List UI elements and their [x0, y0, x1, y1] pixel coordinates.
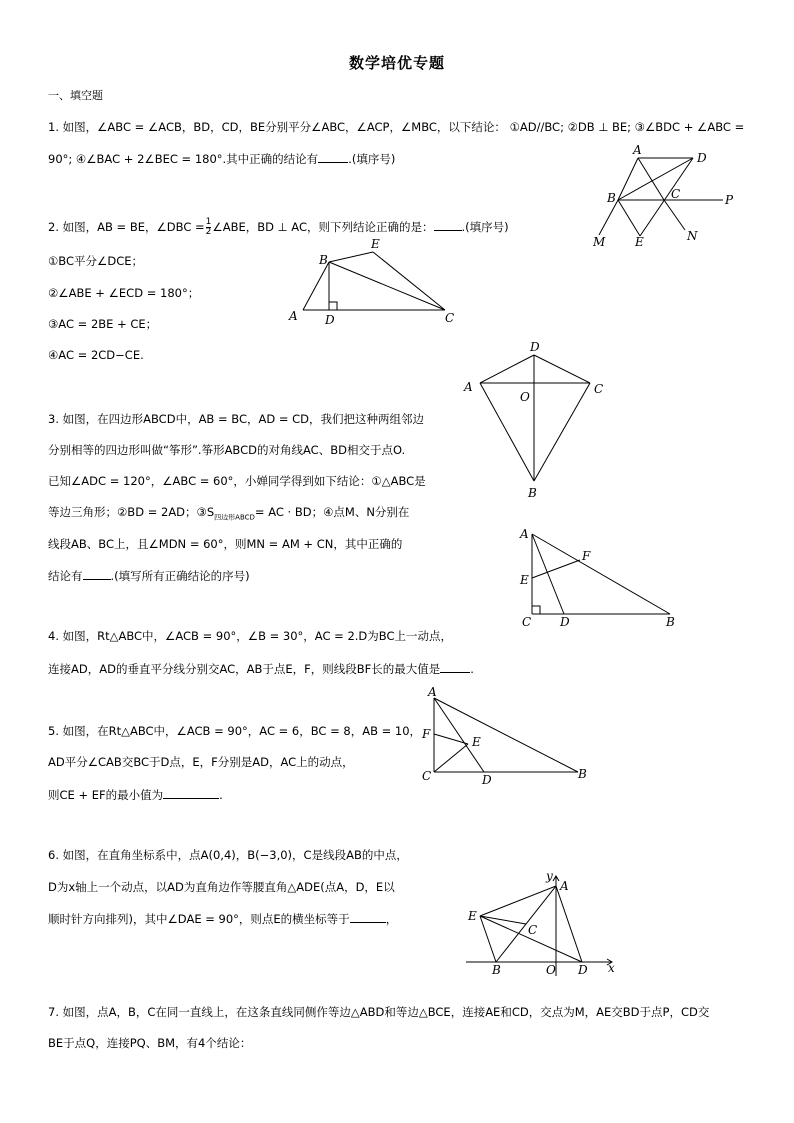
q1-figure	[585, 140, 745, 250]
q1-label-D: D	[697, 151, 707, 165]
q1-answer-blank	[318, 150, 348, 163]
q5-answer-blank	[163, 786, 219, 799]
q4-line2	[48, 660, 474, 677]
q3-answer-blank	[83, 567, 111, 580]
q4-label-D: D	[560, 615, 570, 629]
q1-label-C: C	[671, 187, 681, 201]
q6-line3	[48, 910, 397, 927]
q1-text: 90°; ④∠BAC + 2∠BEC = 180°.其中正确的结论有	[48, 152, 319, 166]
q1-line2	[48, 150, 395, 167]
q6-label-O: O	[546, 963, 556, 977]
q3-line6-text: 结论有	[48, 569, 83, 583]
q3-area-subscript: 四边形ABCD	[214, 513, 255, 522]
q2-label-D: D	[325, 313, 335, 327]
q2-answer-blank	[434, 218, 462, 231]
page-title: 数学培优专题	[348, 54, 445, 72]
q3-line4	[48, 504, 409, 525]
q2-tail: .(填序号)	[461, 220, 509, 234]
q1-label-B: B	[607, 191, 616, 205]
q3-line3: 已知∠ADC = 120°，∠ABC = 60°，小婵同学得到如下结论：①△ABC是	[48, 474, 426, 488]
q3-line4-b: = AC · BD；④点M、N分别在	[254, 505, 410, 519]
q6-label-B: B	[492, 963, 501, 977]
q5-figure	[418, 686, 593, 788]
q4-answer-blank	[440, 660, 470, 673]
q5-label-C: C	[422, 769, 432, 783]
q4-figure	[512, 522, 684, 630]
q2-option-2: ②∠ABE + ∠ECD = 180°；	[48, 286, 200, 300]
q3-label-O: O	[520, 390, 530, 404]
q2-fraction	[206, 218, 212, 237]
q6-label-E: E	[468, 909, 477, 923]
q6-line1: 6. 如图，在直角坐标系中，点A(0,4)，B(−3,0)，C是线段AB的中点，	[48, 848, 408, 862]
q2-pre: 2. 如图，AB = BE，∠DBC =	[48, 220, 205, 234]
q2-label-B: B	[319, 253, 328, 267]
q6-answer-blank	[350, 910, 386, 923]
q2-label-E: E	[371, 237, 380, 251]
q6-label-A: A	[560, 879, 569, 893]
q5-label-D: D	[482, 773, 492, 787]
q2-option-1: ①BC平分∠DCE；	[48, 254, 143, 268]
q6-line2: D为x轴上一个动点，以AD为直角边作等腰直角△ADE(点A，D，E以	[48, 880, 395, 894]
q6-label-x: x	[608, 961, 615, 975]
q5-label-F: F	[422, 727, 431, 741]
q3-line4-a: 等边三角形；②BD = 2AD；③S	[48, 505, 215, 519]
q4-line1: 4. 如图，Rt△ABC中，∠ACB = 90°，∠B = 30°，AC = 2.D为BC上一动点，	[48, 629, 452, 643]
q5-line1: 5. 如图，在Rt△ABC中，∠ACB = 90°，AC = 6，BC = 8，AB = 10，	[48, 724, 422, 738]
q5-line3	[48, 786, 223, 803]
q1-label-P: P	[725, 193, 734, 207]
q4-line2-text: 连接AD，AD的垂直平分线分别交AC，AB于点E，F，则线段BF长的最大值是	[48, 662, 441, 676]
q6-label-C: C	[528, 923, 538, 937]
section-heading: 一、填空题	[48, 89, 103, 102]
q6-line3-text: 顺时针方向排列)，其中∠DAE = 90°，则点E的横坐标等于	[48, 912, 350, 926]
q3-label-C: C	[594, 382, 604, 396]
q3-line6	[48, 567, 250, 584]
q2-option-3: ③AC = 2BE + CE；	[48, 317, 158, 331]
q1-line1: 1. 如图，∠ABC = ∠ACB，BD，CD，BE分别平分∠ABC，∠ACP，∠MBC，以下结论： ①AD//BC; ②DB ⊥ BE; ③∠BDC + ∠ABC =	[48, 120, 745, 134]
q2-label-A: A	[289, 309, 298, 323]
q1-label-E: E	[635, 235, 644, 249]
q3-line2: 分别相等的四边形叫做“筝形”.筝形ABCD的对角线AC、BD相交于点O.	[48, 443, 406, 457]
q2-figure	[285, 236, 465, 328]
q4-label-A: A	[520, 527, 529, 541]
q3-tail: .(填写所有正确结论的序号)	[110, 569, 250, 583]
q5-label-A: A	[428, 685, 437, 699]
q1-label-A: A	[633, 143, 642, 157]
q5-line2: AD平分∠CAB交BC于D点，E，F分别是AD，AC上的动点，	[48, 755, 354, 769]
q1-label-M: M	[593, 235, 606, 249]
q2-post: ∠ABE，BD ⊥ AC，则下列结论正确的是：	[212, 220, 434, 234]
q4-tail: .	[470, 662, 474, 676]
q2-option-4: ④AC = 2CD−CE.	[48, 348, 144, 362]
q5-line3-text: 则CE + EF的最小值为	[48, 788, 164, 802]
q1-tail: .(填序号)	[348, 152, 396, 166]
q3-line5: 线段AB、BC上，且∠MDN = 60°，则MN = AM + CN，其中正确的	[48, 537, 403, 551]
q5-label-E: E	[472, 735, 481, 749]
q6-figure	[466, 868, 622, 978]
q2-stem	[48, 218, 509, 237]
q3-label-B: B	[528, 486, 537, 500]
q1-label-N: N	[687, 229, 698, 243]
q3-figure	[458, 337, 608, 503]
q2-label-C: C	[445, 311, 455, 325]
q7-line2: BE于点Q，连接PQ、BM，有4个结论：	[48, 1036, 252, 1050]
q4-label-B: B	[666, 615, 675, 629]
q5-label-B: B	[578, 767, 587, 781]
q6-label-D: D	[578, 963, 588, 977]
q5-tail: .	[219, 788, 223, 802]
q4-label-F: F	[582, 549, 591, 563]
q3-label-A: A	[464, 380, 473, 394]
q6-tail: ，	[385, 912, 398, 926]
q7-line1: 7. 如图，点A，B，C在同一直线上，在这条直线同侧作等边△ABD和等边△BCE，连接AE和CD，交点为M，AE交BD于点P，CD交	[48, 1005, 710, 1019]
q4-label-C: C	[522, 615, 532, 629]
q3-line1: 3. 如图，在四边形ABCD中，AB = BC，AD = CD，我们把这种两组邻边	[48, 412, 425, 426]
q2-frac-den: 2	[205, 227, 212, 237]
q3-label-D: D	[530, 340, 540, 354]
q4-label-E: E	[520, 573, 529, 587]
q2-frac-num: 1	[205, 217, 212, 227]
q6-label-y: y	[546, 869, 553, 883]
